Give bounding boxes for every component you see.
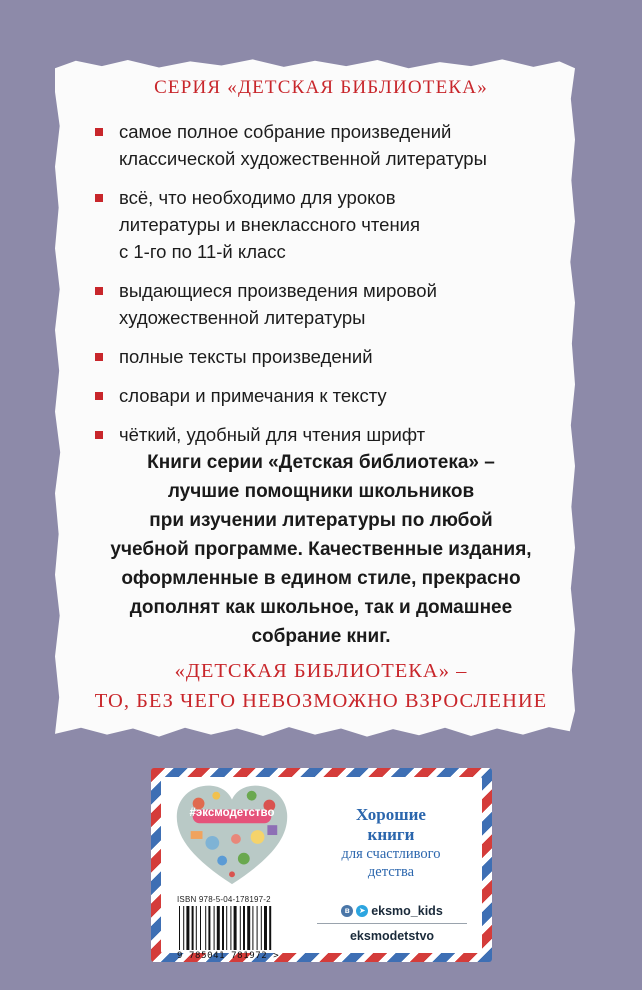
feature-list	[95, 118, 555, 460]
description-line: учебной программе. Качественные издания,	[110, 539, 532, 560]
barcode-bar	[214, 906, 215, 950]
barcode-digits: 9 785041 781972 >	[177, 951, 280, 961]
tagline	[306, 805, 476, 881]
vk-icon: в	[341, 905, 353, 917]
barcode-bar	[230, 906, 231, 950]
square-bullet-icon	[95, 392, 103, 400]
barcode-bar	[240, 906, 241, 950]
barcode-icon	[177, 906, 303, 950]
tagline-line: книги	[367, 825, 415, 844]
list-item-line: чёткий, удобный для чтения шрифт	[119, 424, 426, 445]
barcode-bar	[196, 906, 197, 950]
postcard-body	[161, 777, 482, 961]
social-links	[307, 901, 477, 946]
barcode-bar	[243, 906, 245, 950]
square-bullet-icon	[95, 353, 103, 361]
barcode-bar	[252, 906, 253, 950]
barcode-bar	[222, 906, 224, 950]
divider	[317, 923, 467, 924]
barcode-bar	[247, 906, 250, 950]
list-item-line: классической художественной литературы	[119, 148, 487, 169]
list-item-line: выдающиеся произведения мировой	[119, 280, 437, 301]
barcode-bar	[205, 906, 206, 950]
slogan-line: «ДЕТСКАЯ БИБЛИОТЕКА» –	[174, 660, 468, 682]
site-row	[307, 926, 477, 946]
barcode-bar	[183, 906, 184, 950]
list-item-line: с 1-го по 11-й класс	[119, 241, 286, 262]
social-handle-row	[307, 901, 477, 921]
barcode-bar	[208, 906, 210, 950]
barcode-bar	[200, 906, 201, 950]
telegram-icon: ➤	[356, 905, 368, 917]
list-item	[95, 382, 555, 409]
list-item-line: самое полное собрание произведений	[119, 121, 452, 142]
barcode-bar	[192, 906, 194, 950]
square-bullet-icon	[95, 287, 103, 295]
list-item	[95, 421, 555, 448]
list-item-line: литературы и внеклассного чтения	[119, 214, 421, 235]
slogan-line: ТО, БЕЗ ЧЕГО НЕВОЗМОЖНО ВЗРОСЛЕНИЕ	[94, 690, 548, 712]
description-line: лучшие помощники школьников	[167, 481, 475, 502]
list-item	[95, 343, 555, 370]
description-line: собрание книг.	[251, 626, 391, 647]
series-slogan	[0, 656, 642, 716]
square-bullet-icon	[95, 194, 103, 202]
list-item-line: словари и примечания к тексту	[119, 385, 387, 406]
hashtag-label: #эксмодетство	[189, 807, 275, 819]
series-description	[80, 448, 562, 651]
list-item-line: всё, что необходимо для уроков	[119, 187, 396, 208]
description-line: дополнят как школьное, так и домашнее	[129, 597, 513, 618]
barcode-bar	[226, 906, 227, 950]
series-title: СЕРИЯ «ДЕТСКАЯ БИБЛИОТЕКА»	[154, 77, 488, 98]
list-item-line: художественной литературы	[119, 307, 366, 328]
barcode-bar	[257, 906, 258, 950]
list-item-line: полные тексты произведений	[119, 346, 373, 367]
barcode-bar	[186, 906, 189, 950]
list-item	[95, 184, 555, 265]
list-item	[95, 118, 555, 172]
isbn-block	[177, 895, 303, 961]
tagline-line: для счастливого	[341, 846, 441, 862]
barcode-bar	[264, 906, 267, 950]
list-item	[95, 277, 555, 331]
barcode-bar	[217, 906, 220, 950]
site-name: eksmodetstvo	[349, 929, 435, 943]
square-bullet-icon	[95, 431, 103, 439]
isbn-number: ISBN 978-5-04-178197-2	[177, 895, 271, 904]
heart-collage-icon	[173, 781, 291, 891]
barcode-bar	[179, 906, 180, 950]
tagline-line: Хорошие	[356, 805, 426, 824]
airmail-postcard	[151, 768, 492, 962]
barcode-bar	[234, 906, 237, 950]
description-line: оформленные в едином стиле, прекрасно	[121, 568, 521, 589]
barcode-bar	[269, 906, 271, 950]
description-line: при изучении литературы по любой	[149, 510, 493, 531]
tagline-line: детства	[367, 864, 415, 880]
square-bullet-icon	[95, 128, 103, 136]
barcode-bar	[261, 906, 262, 950]
social-handle: eksmo_kids	[371, 904, 443, 918]
description-line: Книги серии «Детская библиотека» –	[147, 452, 495, 473]
